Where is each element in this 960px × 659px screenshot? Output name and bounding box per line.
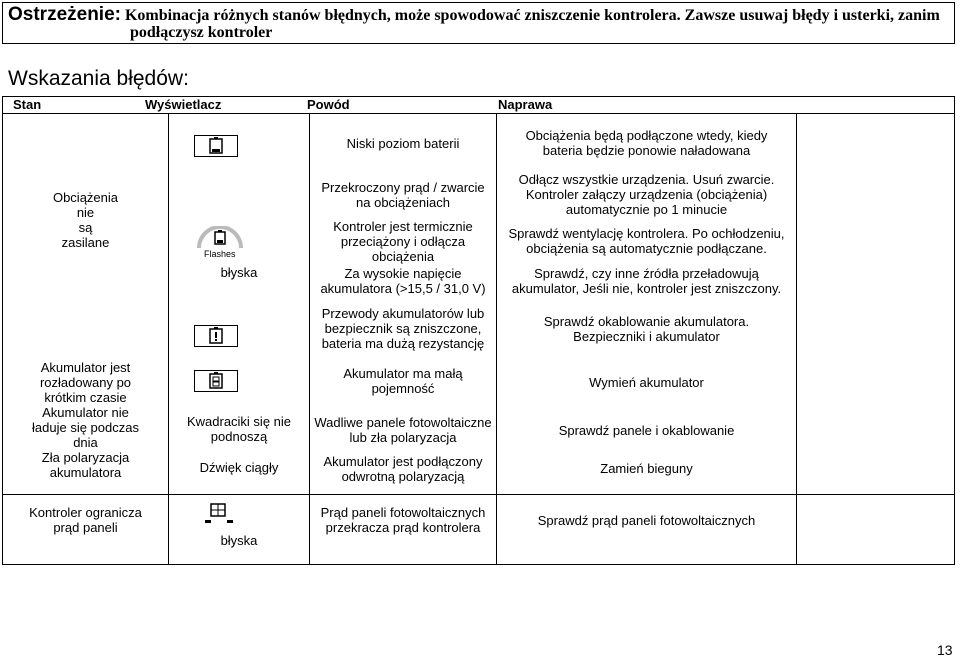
- warning-line-2: podłączysz kontroler: [130, 24, 273, 41]
- fix-low-battery: Obciążenia będą podłączone wtedy, kiedy bateria będzie ponowie naładowana: [525, 128, 768, 158]
- panel-flash-icon: [195, 500, 245, 530]
- warning-lead: Ostrzeżenie:: [8, 4, 121, 25]
- section-title: Wskazania błędów:: [8, 67, 189, 90]
- page-number: 13: [937, 642, 953, 658]
- header-stan: Stan: [13, 97, 42, 112]
- fix-thermal: Sprawdź wentylację kontrolera. Po ochłodzeniu, obciążenia są automatycznie podłączane.: [508, 226, 785, 256]
- header-naprawa: Naprawa: [498, 97, 553, 112]
- header-divider: [2, 113, 955, 114]
- battery-low-icon: [194, 135, 238, 157]
- reason-reverse-polarity: Akumulator jest podłączony odwrotną polaryzacją: [323, 454, 483, 484]
- state-battery-discharged: Akumulator jest rozładowany po krótkim czasie Akumulator nie ładuje się podczas dnia Zła polaryzacja akumulatora: [32, 360, 139, 480]
- display-squares-text: Kwadraciki się nie podnoszą: [186, 414, 292, 444]
- header-powod: Powód: [307, 97, 350, 112]
- warning-line-1: [8, 4, 940, 26]
- fix-replace-battery: Wymień akumulator: [589, 375, 704, 390]
- reason-low-battery: Niski poziom baterii: [346, 136, 460, 151]
- reason-faulty-panels: Wadliwe panele fotowoltaiczne lub zła polaryzacja: [314, 415, 492, 445]
- fix-check-panels: Sprawdź panele i okablowanie: [558, 423, 735, 438]
- row-divider-last: [2, 494, 955, 495]
- warning-text: Kombinacja różnych stanów błędnych, może spowodować zniszczenie kontrolera. Zawsze usuwaj błędy i usterki, zanim: [124, 7, 940, 24]
- fix-panel-current: Sprawdź prąd paneli fotowoltaicznych: [537, 513, 756, 528]
- flashes-caption: Flashes: [204, 249, 236, 259]
- reason-panel-current: Prąd paneli fotowoltaicznych przekracza prąd kontrolera: [320, 505, 486, 535]
- fix-swap-poles: Zamień bieguny: [600, 461, 693, 476]
- header-wyswietlacz: Wyświetlacz: [145, 97, 222, 112]
- reason-thermal: Kontroler jest termicznie przeciążony i odłącza obciążenia: [333, 219, 473, 264]
- state-loads-not-powered: Obciążenia nie są zasilane: [52, 190, 119, 250]
- reason-high-voltage: Za wysokie napięcie akumulatora (>15,5 / 31,0 V): [320, 266, 486, 296]
- display-flash-text-2: błyska: [220, 533, 258, 548]
- fix-overcurrent: Odłącz wszystkie urządzenia. Usuń zwarcie. Kontroler załączy urządzenia (obciążenia) automatycznie po 1 minucie: [518, 172, 775, 217]
- reason-wiring: Przewody akumulatorów lub bezpiecznik są zniszczone, bateria ma dużą rezystancję: [321, 306, 485, 351]
- reason-low-capacity: Akumulator ma małą pojemność: [343, 366, 463, 396]
- display-beep-text: Dźwięk ciągły: [199, 460, 279, 475]
- state-current-limit: Kontroler ogranicza prąd paneli: [29, 505, 142, 535]
- col-divider-1: [168, 113, 169, 565]
- fix-wiring: Sprawdź okablowanie akumulatora. Bezpieczniki i akumulator: [543, 314, 750, 344]
- battery-squares-icon: [194, 370, 238, 392]
- display-flashes-text: błyska: [220, 265, 258, 280]
- fix-high-voltage: Sprawdź, czy inne źródła przeładowują akumulator, Jeśli nie, kontroler jest zniszczony.: [511, 266, 782, 296]
- battery-warning-icon: [194, 325, 238, 347]
- col-divider-4: [796, 113, 797, 565]
- reason-overcurrent: Przekroczony prąd / zwarcie na obciążeniach: [321, 180, 485, 210]
